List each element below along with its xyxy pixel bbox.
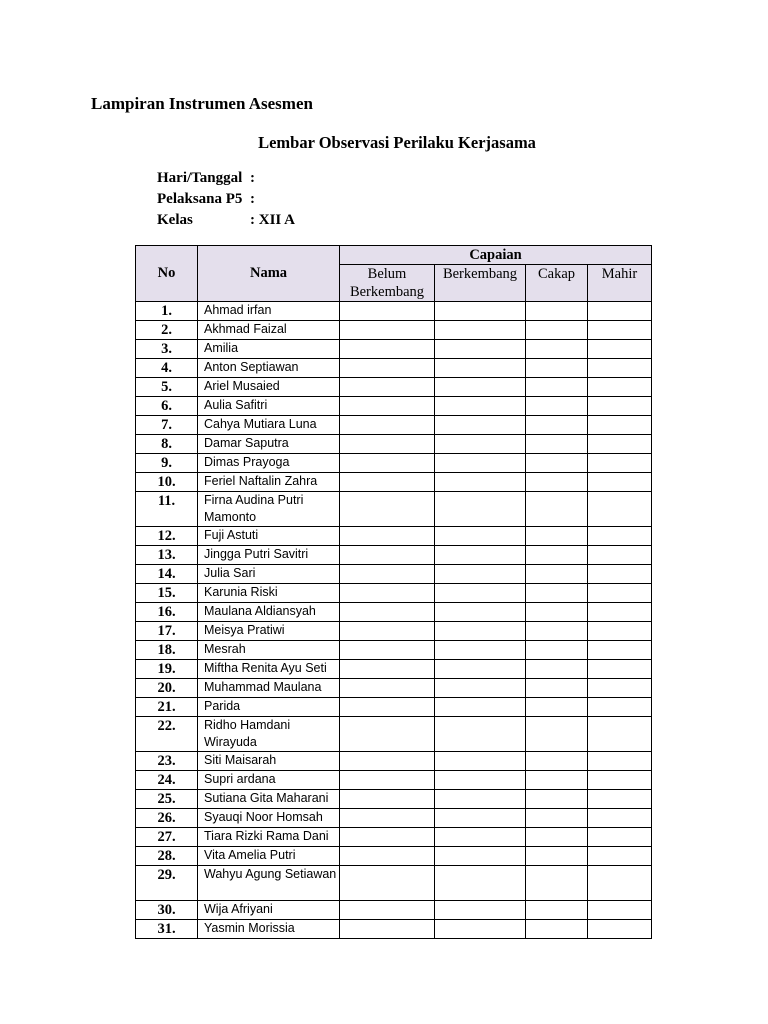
row-number: 18. — [136, 641, 198, 660]
table-row — [136, 920, 652, 939]
score-cell-cakap[interactable] — [526, 302, 588, 321]
student-name: Wahyu Agung Setiawan — [198, 866, 340, 901]
score-cell-mahir[interactable] — [588, 828, 652, 847]
score-cell-berkembang[interactable] — [435, 473, 526, 492]
score-cell-mahir[interactable] — [588, 641, 652, 660]
score-cell-cakap[interactable] — [526, 359, 588, 378]
score-cell-belum-berkembang[interactable] — [340, 565, 435, 584]
score-cell-berkembang[interactable] — [435, 527, 526, 546]
score-cell-mahir[interactable] — [588, 378, 652, 397]
table-row — [136, 340, 652, 359]
score-cell-belum-berkembang[interactable] — [340, 492, 435, 527]
table-row — [136, 717, 652, 752]
score-cell-belum-berkembang[interactable] — [340, 359, 435, 378]
row-number: 31. — [136, 920, 198, 939]
document-title: Lembar Observasi Perilaku Kerjasama — [258, 133, 536, 152]
row-number: 6. — [136, 397, 198, 416]
score-cell-berkembang[interactable] — [435, 565, 526, 584]
row-number: 30. — [136, 901, 198, 920]
score-cell-mahir[interactable] — [588, 416, 652, 435]
score-cell-belum-berkembang[interactable] — [340, 340, 435, 359]
table-row — [136, 698, 652, 717]
row-number: 25. — [136, 790, 198, 809]
score-cell-berkembang[interactable] — [435, 901, 526, 920]
meta-kelas-label: Kelas — [157, 212, 193, 228]
score-cell-cakap[interactable] — [526, 527, 588, 546]
table-row — [136, 527, 652, 546]
score-cell-berkembang[interactable] — [435, 603, 526, 622]
table-row — [136, 584, 652, 603]
score-cell-berkembang[interactable] — [435, 790, 526, 809]
score-cell-belum-berkembang[interactable] — [340, 660, 435, 679]
student-name: Feriel Naftalin Zahra — [198, 473, 340, 492]
table-row — [136, 660, 652, 679]
score-cell-cakap[interactable] — [526, 397, 588, 416]
score-cell-mahir[interactable] — [588, 771, 652, 790]
row-number: 20. — [136, 679, 198, 698]
student-name: Ariel Musaied — [198, 378, 340, 397]
student-name: Vita Amelia Putri — [198, 847, 340, 866]
score-cell-mahir[interactable] — [588, 698, 652, 717]
score-cell-belum-berkembang[interactable] — [340, 397, 435, 416]
score-cell-mahir[interactable] — [588, 790, 652, 809]
score-cell-berkembang[interactable] — [435, 809, 526, 828]
score-cell-belum-berkembang[interactable] — [340, 527, 435, 546]
score-cell-mahir[interactable] — [588, 302, 652, 321]
row-number: 5. — [136, 378, 198, 397]
table-row — [136, 809, 652, 828]
table-row — [136, 473, 652, 492]
table-row — [136, 492, 652, 527]
score-cell-cakap[interactable] — [526, 454, 588, 473]
score-cell-cakap[interactable] — [526, 866, 588, 901]
meta-pelaksana — [157, 191, 255, 208]
table-row — [136, 378, 652, 397]
score-cell-cakap[interactable] — [526, 435, 588, 454]
row-number: 24. — [136, 771, 198, 790]
score-cell-berkembang[interactable] — [435, 546, 526, 565]
table-row — [136, 847, 652, 866]
score-cell-berkembang[interactable] — [435, 378, 526, 397]
table-row — [136, 641, 652, 660]
score-cell-berkembang[interactable] — [435, 454, 526, 473]
student-name: Dimas Prayoga — [198, 454, 340, 473]
score-cell-mahir[interactable] — [588, 866, 652, 901]
student-name: Parida — [198, 698, 340, 717]
student-name: Ahmad irfan — [198, 302, 340, 321]
table-row — [136, 866, 652, 901]
row-number: 15. — [136, 584, 198, 603]
row-number: 22. — [136, 717, 198, 752]
score-cell-belum-berkembang[interactable] — [340, 622, 435, 641]
header-berkembang: Berkembang — [435, 265, 526, 302]
student-name: Meisya Pratiwi — [198, 622, 340, 641]
score-cell-berkembang[interactable] — [435, 847, 526, 866]
score-cell-belum-berkembang[interactable] — [340, 717, 435, 752]
header-capaian: Capaian — [340, 246, 652, 265]
score-cell-cakap[interactable] — [526, 641, 588, 660]
score-cell-belum-berkembang[interactable] — [340, 847, 435, 866]
table-row — [136, 622, 652, 641]
score-cell-berkembang[interactable] — [435, 866, 526, 901]
score-cell-mahir[interactable] — [588, 321, 652, 340]
meta-pelaksana-value: : — [250, 191, 255, 207]
score-cell-berkembang[interactable] — [435, 397, 526, 416]
student-name: Siti Maisarah — [198, 752, 340, 771]
student-name: Firna Audina Putri Mamonto — [198, 492, 340, 527]
table-row — [136, 771, 652, 790]
score-cell-cakap[interactable] — [526, 679, 588, 698]
score-cell-belum-berkembang[interactable] — [340, 790, 435, 809]
row-number: 28. — [136, 847, 198, 866]
score-cell-berkembang[interactable] — [435, 321, 526, 340]
row-number: 4. — [136, 359, 198, 378]
row-number: 23. — [136, 752, 198, 771]
score-cell-belum-berkembang[interactable] — [340, 752, 435, 771]
row-number: 19. — [136, 660, 198, 679]
row-number: 26. — [136, 809, 198, 828]
score-cell-mahir[interactable] — [588, 435, 652, 454]
student-name: Sutiana Gita Maharani — [198, 790, 340, 809]
table-row — [136, 302, 652, 321]
score-cell-cakap[interactable] — [526, 920, 588, 939]
student-name: Yasmin Morissia — [198, 920, 340, 939]
score-cell-cakap[interactable] — [526, 565, 588, 584]
score-cell-berkembang[interactable] — [435, 416, 526, 435]
score-cell-belum-berkembang[interactable] — [340, 546, 435, 565]
score-cell-mahir[interactable] — [588, 359, 652, 378]
score-cell-cakap[interactable] — [526, 752, 588, 771]
score-cell-mahir[interactable] — [588, 397, 652, 416]
table-row — [136, 790, 652, 809]
student-name: Muhammad Maulana — [198, 679, 340, 698]
student-name: Akhmad Faizal — [198, 321, 340, 340]
score-cell-belum-berkembang[interactable] — [340, 603, 435, 622]
row-number: 9. — [136, 454, 198, 473]
meta-kelas — [157, 212, 295, 229]
row-number: 11. — [136, 492, 198, 527]
score-cell-belum-berkembang[interactable] — [340, 584, 435, 603]
score-cell-cakap[interactable] — [526, 828, 588, 847]
header-mahir: Mahir — [588, 265, 652, 302]
score-cell-mahir[interactable] — [588, 679, 652, 698]
score-cell-cakap[interactable] — [526, 717, 588, 752]
score-cell-belum-berkembang[interactable] — [340, 828, 435, 847]
score-cell-belum-berkembang[interactable] — [340, 698, 435, 717]
score-cell-berkembang[interactable] — [435, 828, 526, 847]
observation-table — [135, 245, 652, 939]
student-name: Supri ardana — [198, 771, 340, 790]
score-cell-berkembang[interactable] — [435, 771, 526, 790]
row-number: 2. — [136, 321, 198, 340]
table-body — [136, 302, 652, 939]
score-cell-cakap[interactable] — [526, 809, 588, 828]
score-cell-mahir[interactable] — [588, 527, 652, 546]
table-row — [136, 828, 652, 847]
header-cakap: Cakap — [526, 265, 588, 302]
meta-hari-value: : — [250, 170, 255, 186]
score-cell-mahir[interactable] — [588, 454, 652, 473]
row-number: 27. — [136, 828, 198, 847]
score-cell-mahir[interactable] — [588, 565, 652, 584]
score-cell-belum-berkembang[interactable] — [340, 435, 435, 454]
table-row — [136, 359, 652, 378]
score-cell-cakap[interactable] — [526, 901, 588, 920]
student-name: Ridho Hamdani Wirayuda — [198, 717, 340, 752]
row-number: 14. — [136, 565, 198, 584]
score-cell-berkembang[interactable] — [435, 698, 526, 717]
score-cell-berkembang[interactable] — [435, 302, 526, 321]
score-cell-belum-berkembang[interactable] — [340, 473, 435, 492]
score-cell-belum-berkembang[interactable] — [340, 809, 435, 828]
row-number: 21. — [136, 698, 198, 717]
score-cell-mahir[interactable] — [588, 603, 652, 622]
student-name: Aulia Safitri — [198, 397, 340, 416]
meta-hari-tanggal — [157, 170, 255, 187]
student-name: Wija Afriyani — [198, 901, 340, 920]
score-cell-berkembang[interactable] — [435, 435, 526, 454]
score-cell-mahir[interactable] — [588, 473, 652, 492]
score-cell-mahir[interactable] — [588, 546, 652, 565]
table-row — [136, 454, 652, 473]
row-number: 10. — [136, 473, 198, 492]
score-cell-belum-berkembang[interactable] — [340, 321, 435, 340]
score-cell-belum-berkembang[interactable] — [340, 378, 435, 397]
score-cell-cakap[interactable] — [526, 340, 588, 359]
meta-pelaksana-label: Pelaksana P5 — [157, 191, 243, 207]
header-no: No — [136, 246, 198, 302]
score-cell-mahir[interactable] — [588, 752, 652, 771]
student-name: Cahya Mutiara Luna — [198, 416, 340, 435]
row-number: 16. — [136, 603, 198, 622]
score-cell-cakap[interactable] — [526, 492, 588, 527]
score-cell-berkembang[interactable] — [435, 622, 526, 641]
row-number: 1. — [136, 302, 198, 321]
score-cell-mahir[interactable] — [588, 622, 652, 641]
score-cell-berkembang[interactable] — [435, 920, 526, 939]
score-cell-cakap[interactable] — [526, 378, 588, 397]
student-name: Mesrah — [198, 641, 340, 660]
score-cell-cakap[interactable] — [526, 847, 588, 866]
score-cell-berkembang[interactable] — [435, 584, 526, 603]
score-cell-mahir[interactable] — [588, 492, 652, 527]
score-cell-cakap[interactable] — [526, 416, 588, 435]
score-cell-berkembang[interactable] — [435, 359, 526, 378]
score-cell-berkembang[interactable] — [435, 717, 526, 752]
row-number: 17. — [136, 622, 198, 641]
score-cell-cakap[interactable] — [526, 603, 588, 622]
table-row — [136, 565, 652, 584]
student-name: Maulana Aldiansyah — [198, 603, 340, 622]
table-row — [136, 416, 652, 435]
meta-kelas-value: : XII A — [250, 212, 296, 228]
score-cell-berkembang[interactable] — [435, 641, 526, 660]
score-cell-belum-berkembang[interactable] — [340, 454, 435, 473]
student-name: Julia Sari — [198, 565, 340, 584]
score-cell-mahir[interactable] — [588, 920, 652, 939]
table-row — [136, 435, 652, 454]
table-row — [136, 321, 652, 340]
score-cell-berkembang[interactable] — [435, 492, 526, 527]
student-name: Jingga Putri Savitri — [198, 546, 340, 565]
score-cell-cakap[interactable] — [526, 660, 588, 679]
row-number: 12. — [136, 527, 198, 546]
table-row — [136, 679, 652, 698]
score-cell-belum-berkembang[interactable] — [340, 771, 435, 790]
row-number: 29. — [136, 866, 198, 901]
table-row — [136, 901, 652, 920]
score-cell-belum-berkembang[interactable] — [340, 302, 435, 321]
score-cell-cakap[interactable] — [526, 546, 588, 565]
table-row — [136, 546, 652, 565]
score-cell-mahir[interactable] — [588, 847, 652, 866]
score-cell-belum-berkembang[interactable] — [340, 901, 435, 920]
score-cell-cakap[interactable] — [526, 771, 588, 790]
header-nama: Nama — [198, 246, 340, 302]
table-row — [136, 752, 652, 771]
score-cell-berkembang[interactable] — [435, 340, 526, 359]
row-number: 8. — [136, 435, 198, 454]
score-cell-belum-berkembang[interactable] — [340, 641, 435, 660]
score-cell-berkembang[interactable] — [435, 679, 526, 698]
score-cell-mahir[interactable] — [588, 660, 652, 679]
meta-hari-label: Hari/Tanggal — [157, 170, 243, 186]
row-number: 13. — [136, 546, 198, 565]
score-cell-berkembang[interactable] — [435, 752, 526, 771]
score-cell-belum-berkembang[interactable] — [340, 679, 435, 698]
score-cell-mahir[interactable] — [588, 340, 652, 359]
score-cell-cakap[interactable] — [526, 473, 588, 492]
student-name: Karunia Riski — [198, 584, 340, 603]
score-cell-cakap[interactable] — [526, 321, 588, 340]
table-row — [136, 397, 652, 416]
header-belum-berkembang: Belum Berkembang — [340, 265, 435, 302]
student-name: Miftha Renita Ayu Seti — [198, 660, 340, 679]
document-heading: Lampiran Instrumen Asesmen — [91, 94, 313, 113]
student-name: Anton Septiawan — [198, 359, 340, 378]
score-cell-cakap[interactable] — [526, 790, 588, 809]
score-cell-belum-berkembang[interactable] — [340, 920, 435, 939]
student-name: Damar Saputra — [198, 435, 340, 454]
score-cell-cakap[interactable] — [526, 698, 588, 717]
row-number: 7. — [136, 416, 198, 435]
score-cell-belum-berkembang[interactable] — [340, 866, 435, 901]
score-cell-berkembang[interactable] — [435, 660, 526, 679]
score-cell-mahir[interactable] — [588, 717, 652, 752]
score-cell-cakap[interactable] — [526, 584, 588, 603]
table-row — [136, 603, 652, 622]
student-name: Tiara Rizki Rama Dani — [198, 828, 340, 847]
score-cell-mahir[interactable] — [588, 584, 652, 603]
student-name: Syauqi Noor Homsah — [198, 809, 340, 828]
score-cell-mahir[interactable] — [588, 809, 652, 828]
score-cell-mahir[interactable] — [588, 901, 652, 920]
student-name: Fuji Astuti — [198, 527, 340, 546]
score-cell-belum-berkembang[interactable] — [340, 416, 435, 435]
score-cell-cakap[interactable] — [526, 622, 588, 641]
row-number: 3. — [136, 340, 198, 359]
student-name: Amilia — [198, 340, 340, 359]
